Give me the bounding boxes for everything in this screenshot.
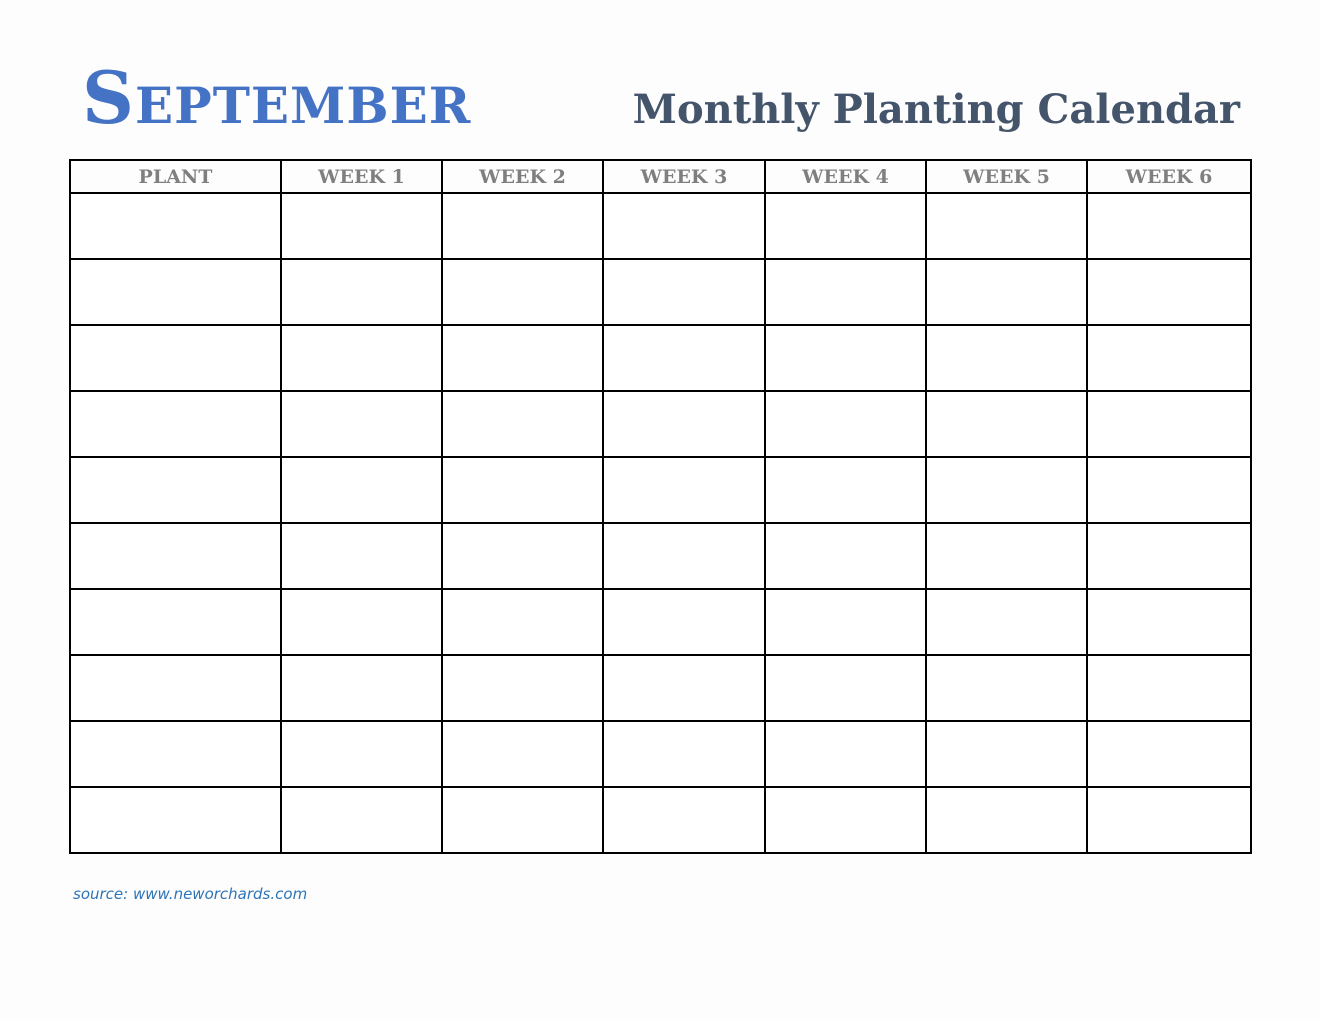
- table-row: [70, 655, 1251, 721]
- week-cell[interactable]: [1087, 655, 1251, 721]
- week-cell[interactable]: [926, 589, 1087, 655]
- plant-cell[interactable]: [70, 721, 281, 787]
- plant-cell[interactable]: [70, 325, 281, 391]
- plant-cell[interactable]: [70, 589, 281, 655]
- week-cell[interactable]: [281, 391, 442, 457]
- plant-cell[interactable]: [70, 193, 281, 259]
- week-cell[interactable]: [603, 523, 765, 589]
- table-row: [70, 457, 1251, 523]
- week-cell[interactable]: [442, 523, 603, 589]
- week-cell[interactable]: [281, 523, 442, 589]
- table-body: [70, 193, 1251, 853]
- week-cell[interactable]: [765, 259, 926, 325]
- month-title: September: [82, 55, 472, 140]
- plant-cell[interactable]: [70, 523, 281, 589]
- week-cell[interactable]: [281, 457, 442, 523]
- table-row: [70, 193, 1251, 259]
- table-row: [70, 523, 1251, 589]
- week-cell[interactable]: [765, 325, 926, 391]
- column-header-week-3: WEEK 3: [603, 160, 765, 193]
- table-row: [70, 325, 1251, 391]
- week-cell[interactable]: [603, 655, 765, 721]
- week-cell[interactable]: [926, 787, 1087, 853]
- week-cell[interactable]: [926, 259, 1087, 325]
- column-header-week-4: WEEK 4: [765, 160, 926, 193]
- week-cell[interactable]: [1087, 391, 1251, 457]
- week-cell[interactable]: [1087, 193, 1251, 259]
- week-cell[interactable]: [1087, 325, 1251, 391]
- week-cell[interactable]: [1087, 259, 1251, 325]
- plant-cell[interactable]: [70, 787, 281, 853]
- week-cell[interactable]: [442, 589, 603, 655]
- week-cell[interactable]: [281, 787, 442, 853]
- week-cell[interactable]: [765, 523, 926, 589]
- week-cell[interactable]: [926, 193, 1087, 259]
- week-cell[interactable]: [1087, 787, 1251, 853]
- week-cell[interactable]: [765, 655, 926, 721]
- plant-cell[interactable]: [70, 457, 281, 523]
- calendar-title: Monthly Planting Calendar: [632, 86, 1240, 133]
- week-cell[interactable]: [926, 457, 1087, 523]
- column-header-week-2: WEEK 2: [442, 160, 603, 193]
- week-cell[interactable]: [281, 721, 442, 787]
- column-header-plant: PLANT: [70, 160, 281, 193]
- table-row: [70, 589, 1251, 655]
- table-row: [70, 787, 1251, 853]
- week-cell[interactable]: [926, 391, 1087, 457]
- week-cell[interactable]: [1087, 457, 1251, 523]
- week-cell[interactable]: [603, 325, 765, 391]
- week-cell[interactable]: [603, 721, 765, 787]
- plant-cell[interactable]: [70, 259, 281, 325]
- week-cell[interactable]: [442, 193, 603, 259]
- week-cell[interactable]: [926, 655, 1087, 721]
- week-cell[interactable]: [281, 655, 442, 721]
- source-note: source: www.neworchards.com: [73, 885, 308, 903]
- week-cell[interactable]: [926, 721, 1087, 787]
- planting-calendar-table: [69, 159, 1252, 854]
- week-cell[interactable]: [442, 655, 603, 721]
- week-cell[interactable]: [442, 325, 603, 391]
- plant-cell[interactable]: [70, 655, 281, 721]
- week-cell[interactable]: [281, 193, 442, 259]
- column-header-week-6: WEEK 6: [1087, 160, 1251, 193]
- week-cell[interactable]: [442, 787, 603, 853]
- week-cell[interactable]: [281, 259, 442, 325]
- week-cell[interactable]: [281, 325, 442, 391]
- week-cell[interactable]: [1087, 523, 1251, 589]
- week-cell[interactable]: [281, 589, 442, 655]
- week-cell[interactable]: [926, 325, 1087, 391]
- week-cell[interactable]: [1087, 589, 1251, 655]
- week-cell[interactable]: [926, 523, 1087, 589]
- week-cell[interactable]: [765, 721, 926, 787]
- week-cell[interactable]: [603, 787, 765, 853]
- week-cell[interactable]: [603, 589, 765, 655]
- week-cell[interactable]: [765, 457, 926, 523]
- plant-cell[interactable]: [70, 391, 281, 457]
- week-cell[interactable]: [442, 391, 603, 457]
- header-row: [70, 160, 1251, 193]
- table-row: [70, 391, 1251, 457]
- column-header-week-1: WEEK 1: [281, 160, 442, 193]
- week-cell[interactable]: [765, 193, 926, 259]
- week-cell[interactable]: [442, 259, 603, 325]
- table-row: [70, 259, 1251, 325]
- week-cell[interactable]: [765, 787, 926, 853]
- column-header-week-5: WEEK 5: [926, 160, 1087, 193]
- week-cell[interactable]: [603, 259, 765, 325]
- week-cell[interactable]: [442, 457, 603, 523]
- week-cell[interactable]: [765, 391, 926, 457]
- week-cell[interactable]: [603, 457, 765, 523]
- week-cell[interactable]: [442, 721, 603, 787]
- table-row: [70, 721, 1251, 787]
- week-cell[interactable]: [603, 391, 765, 457]
- week-cell[interactable]: [603, 193, 765, 259]
- week-cell[interactable]: [765, 589, 926, 655]
- week-cell[interactable]: [1087, 721, 1251, 787]
